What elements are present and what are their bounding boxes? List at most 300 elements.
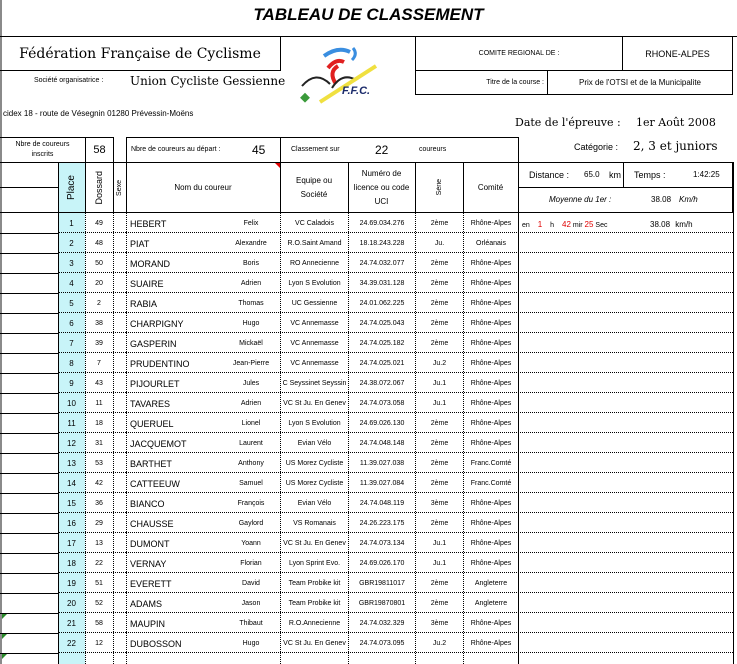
cell-prenom: Florian — [240, 560, 262, 567]
cell-prenom: Adrien — [240, 280, 262, 287]
titre-value: Prix de l'OTSI et de la Municipalite — [578, 78, 702, 87]
left-row-line — [0, 653, 58, 654]
moyenne-label: Moyenne du 1er : — [549, 195, 612, 204]
table-row[interactable] — [0, 493, 733, 513]
row-divider — [126, 472, 733, 473]
page-title: TABLEAU DE CLASSEMENT — [253, 5, 484, 24]
cell-prenom: Alexandre — [235, 240, 267, 247]
row-divider — [58, 552, 126, 553]
row-divider — [126, 452, 733, 453]
row-divider — [126, 512, 733, 513]
col-header-comite-label: Comité — [477, 183, 504, 192]
cell-nom: BIANCO — [130, 499, 165, 509]
cell-comite: Rhône-Alpes — [470, 340, 512, 347]
depart-label: Nbre de coureurs au départ : — [131, 146, 221, 153]
cell-place: 20 — [67, 599, 76, 608]
cell-dossard: 18 — [95, 420, 103, 427]
cell-nom: TAVARES — [130, 399, 171, 409]
cell-prenom: Lionel — [241, 420, 261, 427]
cell-equipe: Lyon Sprint Evo. — [288, 560, 341, 567]
moyenne-unit: Km/h — [679, 195, 698, 204]
left-row-line — [0, 533, 58, 534]
left-row-line — [0, 513, 58, 514]
cell-prenom: David — [242, 580, 260, 587]
cell-comite: Rhône-Alpes — [470, 380, 512, 387]
cell-licence: 34.39.031.128 — [359, 280, 405, 287]
left-row-line — [0, 313, 58, 314]
cell-comite: Rhône-Alpes — [470, 300, 512, 307]
cell-serie: 2ème — [430, 480, 449, 487]
cell-comite: Rhône-Alpes — [470, 500, 512, 507]
table-row[interactable] — [0, 473, 733, 493]
cell-equipe: Team Probike kit — [288, 580, 341, 587]
comment-marker-icon — [2, 614, 7, 619]
winner-time-seconds: 25 — [584, 220, 594, 229]
table-row[interactable] — [0, 293, 733, 313]
cell-serie: 2ème — [430, 340, 449, 347]
cell-equipe: VC St Ju. En Genev — [283, 400, 346, 407]
categorie-value: 2, 3 et juniors — [633, 139, 718, 153]
row-divider — [58, 592, 126, 593]
cell-equipe: C Seyssinet Seyssin — [282, 380, 347, 387]
cell-comite: Angleterre — [474, 600, 508, 607]
cell-comite: Rhône-Alpes — [470, 220, 512, 227]
col-header-sexe-label: Sexe — [116, 179, 123, 196]
cell-equipe: RO Annecienne — [289, 260, 340, 267]
cell-serie: 2ème — [430, 520, 449, 527]
cell-serie: 2ème — [430, 580, 449, 587]
cell-prenom: Hugo — [242, 640, 260, 647]
distance-temps-box — [518, 162, 733, 188]
cell-serie: 2ème — [430, 220, 449, 227]
left-row-line — [0, 633, 58, 634]
cell-serie: 2ème — [430, 460, 449, 467]
winner-speed-value: 38.08 — [650, 220, 671, 229]
cell-dossard: 50 — [95, 260, 103, 267]
cell-licence: 24.74.048.148 — [359, 440, 405, 447]
cell-licence: 24.74.048.119 — [359, 500, 405, 507]
col-header-equipe-label: Equipe ou Société — [295, 175, 333, 199]
cell-serie: Ju.2 — [432, 360, 447, 367]
col-header-place — [58, 163, 85, 212]
cell-dossard: 52 — [95, 600, 103, 607]
row-divider — [58, 652, 126, 653]
cell-comite: Rhône-Alpes — [470, 440, 512, 447]
cell-place: 7 — [69, 339, 74, 348]
cell-equipe: Evian Vélo — [297, 500, 332, 507]
comite-regional-value-box — [622, 36, 733, 71]
cell-place: 16 — [67, 519, 76, 528]
cell-nom: PRUDENTINO — [130, 359, 190, 369]
cell-equipe: VC Annemasse — [290, 320, 339, 327]
cell-prenom: François — [237, 500, 265, 507]
header-vline — [348, 162, 349, 213]
cell-prenom: Adrien — [240, 400, 262, 407]
table-row[interactable] — [0, 233, 733, 253]
cell-equipe: R.O.Saint Amand — [287, 240, 342, 247]
distance-unit: km — [609, 170, 621, 180]
col-header-sexe — [113, 163, 126, 212]
table-row[interactable] — [0, 513, 733, 533]
date-value: 1er Août 2008 — [636, 116, 716, 129]
cell-licence: 24.74.025.182 — [359, 340, 405, 347]
cell-place: 8 — [69, 359, 74, 368]
winner-time-hours: 1 — [537, 220, 543, 229]
comite-regional-label-box — [415, 36, 623, 71]
header-vline — [463, 162, 464, 213]
cell-licence: 24.01.062.225 — [359, 300, 405, 307]
row-divider — [58, 572, 126, 573]
cell-serie: 3ème — [430, 620, 449, 627]
cell-prenom: Thomas — [238, 300, 264, 307]
cell-prenom: Felix — [243, 220, 259, 227]
federation-name: Fédération Française de Cyclisme — [19, 45, 261, 62]
cell-comite: Rhône-Alpes — [470, 280, 512, 287]
row-divider — [126, 592, 733, 593]
table-row[interactable] — [0, 273, 733, 293]
cell-comite: Rhône-Alpes — [470, 320, 512, 327]
date-label: Date de l'épreuve : — [515, 116, 621, 129]
col-header-equipe — [280, 163, 348, 212]
cell-serie: 2ème — [430, 440, 449, 447]
cell-serie: 3ème — [430, 500, 449, 507]
cell-licence: 24.74.025.021 — [359, 360, 405, 367]
cell-dossard: 58 — [95, 620, 103, 627]
cell-dossard: 13 — [95, 540, 103, 547]
cell-comite: Rhône-Alpes — [470, 400, 512, 407]
classement-value: 22 — [375, 143, 389, 157]
cell-serie: Ju.1 — [432, 380, 447, 387]
cell-serie: Ju.1 — [432, 400, 447, 407]
cell-licence: 24.74.073.134 — [359, 540, 405, 547]
cell-comite: Rhône-Alpes — [470, 520, 512, 527]
col-header-licence — [348, 163, 415, 212]
cell-prenom: Anthony — [238, 460, 264, 467]
cell-comite: Rhône-Alpes — [470, 560, 512, 567]
cell-dossard: 36 — [95, 500, 103, 507]
cell-dossard: 12 — [95, 640, 103, 647]
cell-place: 4 — [69, 279, 74, 288]
cell-serie: 2ème — [430, 260, 449, 267]
cell-nom: CATTEEUW — [130, 479, 180, 489]
col-header-dossard — [85, 163, 113, 212]
winner-time-sec: Sec — [595, 222, 608, 229]
cell-equipe: UC Gessienne — [291, 300, 338, 307]
header-vline — [280, 162, 281, 213]
cell-place: 14 — [67, 479, 76, 488]
cell-equipe: VC Annemasse — [290, 340, 339, 347]
cell-place: 13 — [67, 459, 76, 468]
row-divider — [126, 352, 733, 353]
cell-nom: VERNAY — [130, 559, 167, 569]
row-divider — [126, 332, 733, 333]
table-row[interactable] — [0, 553, 733, 573]
classement-box — [280, 137, 519, 163]
comite-regional-label: COMITE REGIONAL DE : — [478, 50, 560, 57]
col-header-nom-label: Nom du coureur — [174, 183, 232, 192]
cell-serie: 2ème — [430, 600, 449, 607]
cell-dossard: 39 — [95, 340, 103, 347]
table-row[interactable] — [0, 353, 733, 373]
cell-place: 22 — [67, 639, 76, 648]
cell-nom: PIAT — [130, 239, 150, 249]
cell-licence: 24.38.072.067 — [359, 380, 405, 387]
cell-dossard: 38 — [95, 320, 103, 327]
cell-licence: 24.74.073.058 — [359, 400, 405, 407]
row-divider — [126, 492, 733, 493]
page-right-vline — [733, 162, 734, 664]
cell-place: 15 — [67, 499, 76, 508]
header-vline — [58, 162, 59, 213]
cell-equipe: US Morez Cycliste — [285, 480, 344, 487]
cell-prenom: Thibaut — [239, 620, 263, 627]
cell-licence: 18.18.243.228 — [359, 240, 405, 247]
table-row[interactable] — [0, 393, 733, 413]
cell-licence: 24.69.026.130 — [359, 420, 405, 427]
cell-serie: 2ème — [430, 420, 449, 427]
cell-nom: PIJOURLET — [130, 379, 180, 389]
row-divider — [58, 372, 126, 373]
left-row-line — [0, 553, 58, 554]
row-divider — [126, 312, 733, 313]
cell-prenom: Boris — [243, 260, 259, 267]
cell-prenom: Samuel — [239, 480, 263, 487]
cell-serie: 2ème — [430, 280, 449, 287]
left-row-line — [0, 373, 58, 374]
cell-dossard: 49 — [95, 220, 103, 227]
cell-equipe: VC Caladois — [295, 220, 334, 227]
cell-prenom: Hugo — [242, 320, 260, 327]
cell-equipe: R.O.Annecienne — [288, 620, 341, 627]
societe-label: Société organisatrice : — [34, 77, 104, 84]
societe-value: Union Cycliste Gessienne — [130, 74, 286, 88]
cell-dossard: 29 — [95, 520, 103, 527]
row-divider — [126, 372, 733, 373]
winner-time-minutes: 42 — [562, 220, 571, 229]
inscrits-value-box — [85, 137, 114, 163]
address: cidex 18 - route de Vésegnin 01280 Prévessin-Moëns — [3, 109, 194, 118]
cell-licence: 24.74.025.043 — [359, 320, 405, 327]
cell-nom: CHARPIGNY — [130, 319, 184, 329]
cell-dossard: 53 — [95, 460, 103, 467]
left-row-line — [0, 573, 58, 574]
comment-marker-icon — [2, 654, 7, 659]
row-divider — [126, 572, 733, 573]
cell-comite: Rhône-Alpes — [470, 260, 512, 267]
cell-nom: ADAMS — [130, 599, 163, 609]
row-divider — [58, 232, 126, 233]
titre-box — [415, 70, 733, 95]
col-header-serie — [415, 163, 463, 212]
table-row[interactable] — [0, 413, 733, 433]
table-row[interactable] — [0, 613, 733, 633]
table-row[interactable] — [0, 333, 733, 353]
row-divider — [58, 492, 126, 493]
cell-comite: Franc.Comté — [470, 460, 512, 467]
depart-box — [126, 137, 281, 163]
cell-comite: Rhône-Alpes — [470, 640, 512, 647]
left-row-line — [0, 253, 58, 254]
table-row[interactable] — [0, 573, 733, 593]
cell-place: 9 — [69, 379, 74, 388]
left-row-line — [0, 453, 58, 454]
left-row-line — [0, 613, 58, 614]
temps-value: 1:42:25 — [693, 170, 720, 179]
table-row[interactable] — [0, 213, 733, 233]
cell-comite: Rhône-Alpes — [470, 360, 512, 367]
distance-value: 65.0 — [584, 170, 600, 179]
cell-comite: Rhône-Alpes — [470, 620, 512, 627]
cell-licence: 24.74.032.329 — [359, 620, 405, 627]
cell-place: 17 — [67, 539, 76, 548]
cell-licence: 24.69.026.170 — [359, 560, 405, 567]
inscrits-label-box — [0, 137, 86, 163]
row-divider — [126, 412, 733, 413]
cell-place: 21 — [67, 619, 76, 628]
cell-prenom: Gaylord — [238, 520, 264, 527]
table-row[interactable] — [0, 633, 733, 653]
cell-nom: QUERUEL — [130, 419, 174, 429]
cell-serie: Ju.1 — [432, 560, 447, 567]
cell-licence: GBR19870801 — [358, 600, 406, 607]
cell-licence: 24.69.034.276 — [359, 220, 405, 227]
row-divider — [58, 292, 126, 293]
table-row[interactable] — [0, 593, 733, 613]
cell-nom: DUMONT — [130, 539, 170, 549]
cell-equipe: VC St Ju. En Genev — [283, 540, 346, 547]
row-divider — [126, 392, 733, 393]
moyenne-box — [518, 187, 733, 213]
table-row[interactable] — [0, 253, 733, 273]
cell-prenom: Jules — [242, 380, 260, 387]
cell-equipe: VC Annemasse — [290, 360, 339, 367]
row-divider — [126, 612, 733, 613]
row-divider — [126, 232, 733, 233]
cell-place: 19 — [67, 579, 76, 588]
cell-serie: Ju.1 — [432, 540, 447, 547]
row-divider — [58, 312, 126, 313]
cell-equipe: VS Romanais — [293, 520, 336, 527]
row-divider — [58, 632, 126, 633]
cell-place: 18 — [67, 559, 76, 568]
cell-dossard: 2 — [97, 300, 101, 307]
row-divider — [58, 612, 126, 613]
cell-dossard: 43 — [95, 380, 103, 387]
row-divider — [126, 252, 733, 253]
cell-place: 6 — [69, 319, 74, 328]
ffc-logo-icon — [298, 44, 388, 106]
row-divider — [126, 432, 733, 433]
row-divider — [58, 252, 126, 253]
header-vline — [113, 162, 114, 213]
cell-nom: EVERETT — [130, 579, 172, 589]
cell-comite: Orléanais — [476, 240, 506, 247]
left-row-line — [0, 493, 58, 494]
cell-licence: 11.39.027.038 — [359, 460, 405, 467]
winner-time-min: mir — [572, 222, 583, 229]
left-row-line — [0, 473, 58, 474]
row-divider — [126, 552, 733, 553]
cell-equipe: Evian Vélo — [297, 440, 332, 447]
cell-dossard: 42 — [95, 480, 103, 487]
comite-regional-value: RHONE-ALPES — [645, 48, 710, 59]
cell-equipe: VC St Ju. En Genev — [283, 640, 346, 647]
cell-licence: 11.39.027.084 — [359, 480, 405, 487]
winner-time-en: en — [522, 222, 530, 229]
cell-comite: Rhône-Alpes — [470, 420, 512, 427]
col-header-nom — [126, 163, 280, 212]
svg-text:F.F.C.: F.F.C. — [342, 85, 371, 97]
temps-label: Temps : — [634, 170, 666, 180]
cell-nom: MAUPIN — [130, 619, 166, 629]
col-header-dossard-label: Dossard — [94, 170, 104, 205]
cell-equipe: Team Probike kit — [288, 600, 341, 607]
cell-prenom: Laurent — [239, 440, 263, 447]
row-divider — [126, 292, 733, 293]
row-divider — [58, 412, 126, 413]
left-row-line — [0, 593, 58, 594]
col-header-place-label: Place — [66, 174, 77, 200]
cell-dossard: 20 — [95, 280, 103, 287]
titre-label: Titre de la course : — [486, 79, 544, 86]
cell-licence: GBR19811017 — [359, 580, 405, 587]
cell-dossard: 22 — [95, 560, 103, 567]
cell-place: 12 — [67, 439, 76, 448]
header-spacer — [113, 137, 127, 163]
classement-unit: coureurs — [419, 146, 447, 153]
cell-nom: DUBOSSON — [130, 639, 182, 649]
winner-time-h: h — [550, 222, 555, 229]
row-divider — [58, 392, 126, 393]
cell-equipe: US Morez Cycliste — [285, 460, 344, 467]
left-row-line — [0, 433, 58, 434]
table-row[interactable] — [0, 433, 733, 453]
federation-box — [0, 36, 281, 71]
row-divider — [58, 512, 126, 513]
cell-place: 10 — [67, 399, 76, 408]
table-row[interactable] — [0, 313, 733, 333]
col-header-serie-label: Série — [435, 179, 443, 196]
row-divider — [126, 652, 733, 653]
cell-nom: HEBERT — [130, 219, 167, 229]
left-row-line — [0, 293, 58, 294]
categorie-label: Catégorie : — [574, 142, 619, 152]
row-divider — [58, 532, 126, 533]
header-vline — [85, 162, 86, 213]
cell-prenom: Jason — [241, 600, 261, 607]
cell-serie: Ju. — [434, 240, 445, 247]
table-row[interactable] — [0, 533, 733, 553]
row-divider — [126, 272, 733, 273]
cell-prenom: Mickaël — [239, 340, 263, 347]
distance-label: Distance : — [529, 170, 570, 180]
winner-speed-unit: km/h — [675, 220, 693, 229]
cell-dossard: 51 — [95, 580, 103, 587]
cell-serie: 2ème — [430, 300, 449, 307]
cell-nom: JACQUEMOT — [130, 439, 187, 449]
cell-equipe: Lyon S Evolution — [288, 280, 341, 287]
cell-nom: GASPERIN — [130, 339, 177, 349]
cell-nom: CHAUSSE — [130, 519, 174, 529]
inscrits-value: 58 — [93, 144, 106, 156]
table-row[interactable] — [0, 453, 733, 473]
table-row[interactable] — [0, 373, 733, 393]
left-row-line — [0, 393, 58, 394]
cell-dossard: 48 — [95, 240, 103, 247]
header-left-mid-line — [0, 187, 58, 188]
row-divider — [126, 532, 733, 533]
cell-nom: BARTHET — [130, 459, 172, 469]
